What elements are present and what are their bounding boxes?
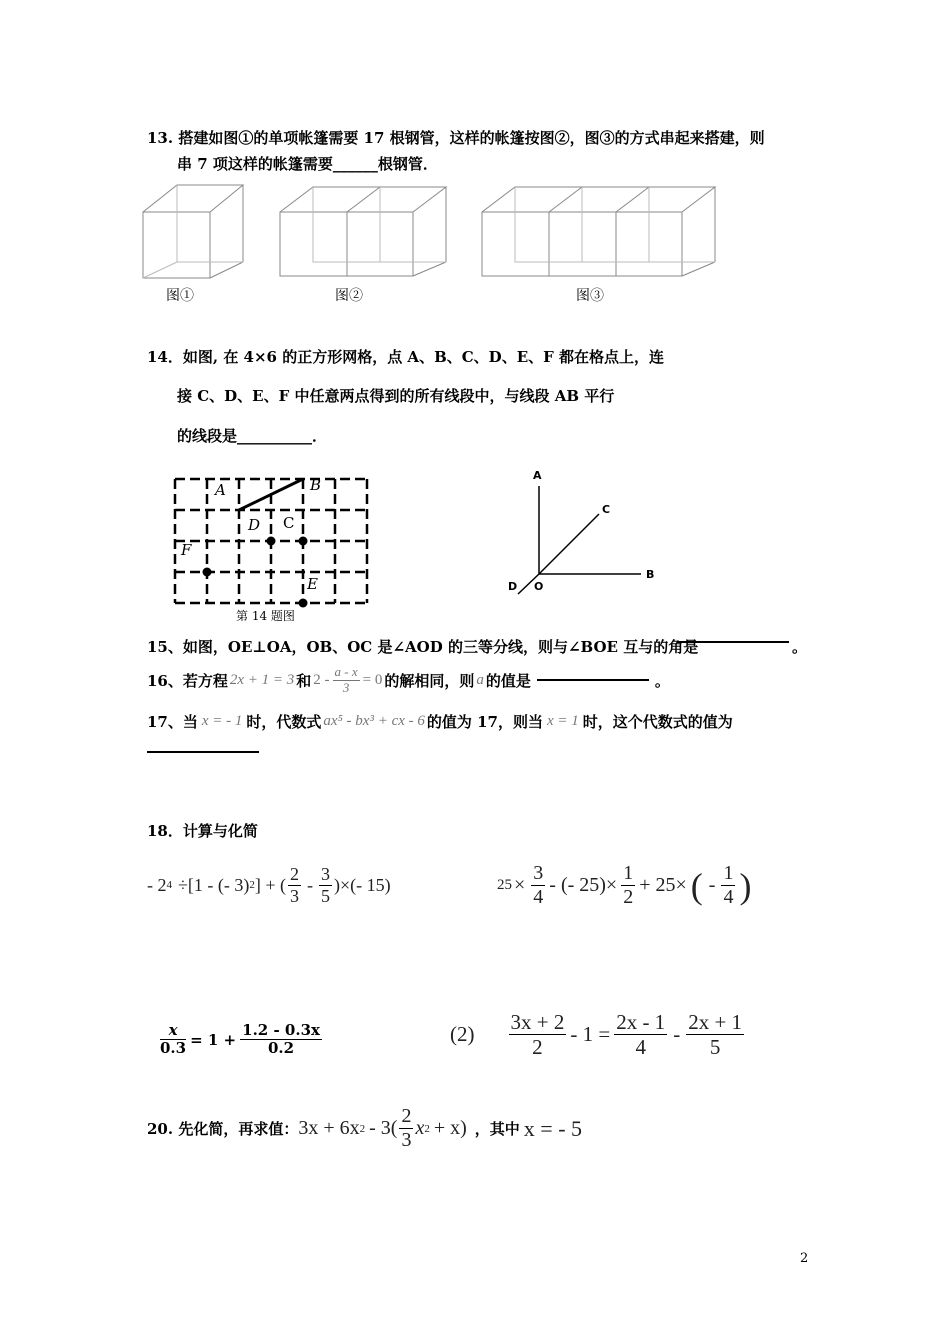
q16-eq2-left: 2 - bbox=[313, 671, 330, 688]
q18-expr1-frac2 bbox=[319, 864, 332, 906]
label-f: F bbox=[181, 541, 192, 559]
q16-suffix: 的值是 bbox=[485, 671, 531, 690]
q20-expr-c: x bbox=[415, 1117, 425, 1139]
q13-blank[interactable]: ______ bbox=[332, 155, 378, 173]
q18-expr1-exp2: 2 bbox=[249, 879, 255, 892]
q16-and: 和 bbox=[296, 671, 312, 690]
q16-eq2-num: a - x bbox=[334, 664, 358, 679]
q18-expr2-frac1 bbox=[531, 862, 545, 909]
q18-expr2-f3n: 1 bbox=[723, 862, 734, 884]
q19-eq2-minus: - bbox=[673, 1022, 681, 1047]
q18-expr2-f3d: 4 bbox=[723, 886, 734, 908]
q18-expr1-f1n: 2 bbox=[290, 864, 299, 884]
q19-eq1-rden: 0.2 bbox=[267, 1039, 295, 1058]
q18-expr1-f2d: 5 bbox=[321, 885, 330, 906]
q18-expr2-f1d: 4 bbox=[533, 886, 544, 908]
q18-expr2-neg: - bbox=[708, 874, 716, 896]
q15-end: 。 bbox=[792, 638, 808, 656]
q16-answer-line[interactable] bbox=[537, 679, 649, 681]
q16-eq2-fraction bbox=[333, 665, 360, 696]
q18-expr1-exp: 4 bbox=[166, 879, 172, 892]
q19-eq1 bbox=[160, 1022, 322, 1058]
q19-eq2-f3n: 2x + 1 bbox=[688, 1010, 743, 1034]
q20-prefix: 20. 先化简，再求值： bbox=[147, 1120, 299, 1138]
left-paren-icon: ( bbox=[690, 865, 703, 906]
q17-mid1: 时，代数式 bbox=[246, 713, 322, 731]
q19-eq2 bbox=[450, 1010, 744, 1059]
q20-mid: ，其中 bbox=[474, 1120, 520, 1138]
angle-label-c: C bbox=[602, 503, 611, 516]
q14-line2: 接 C、D、E、F 中任意两点得到的所有线段中，与线段 AB 平行 bbox=[177, 387, 615, 405]
q20-exp2: 2 bbox=[424, 1122, 430, 1135]
q19-eq1-lden: 0.3 bbox=[160, 1039, 187, 1058]
q18-expr1-c: ] + ( bbox=[254, 874, 286, 895]
q18-expr2-f1n: 3 bbox=[533, 862, 544, 884]
q20-expr-b: - 3( bbox=[369, 1117, 398, 1139]
q18-expr1-frac1 bbox=[288, 864, 301, 906]
q18-expr2-frac3 bbox=[721, 862, 735, 909]
q20-expr-a: 3x + 6x bbox=[298, 1117, 360, 1139]
page-number: 2 bbox=[800, 1251, 809, 1266]
q19-eq1-left-frac bbox=[160, 1022, 186, 1058]
label-b: B bbox=[310, 476, 322, 494]
q19-eq2-f2d: 4 bbox=[635, 1035, 646, 1060]
q14-angle-figure bbox=[0, 0, 950, 640]
q18-expr2-f2n: 1 bbox=[623, 862, 634, 884]
label-a: A bbox=[215, 481, 226, 499]
q15-text: 15、如图，OE⊥OA，OB、OC 是∠AOD 的三等分线，则与∠BOE 互与的角是 bbox=[147, 638, 699, 656]
q18-expr1-minus: - bbox=[307, 874, 313, 895]
q13-line2-b: 根钢管． bbox=[377, 155, 438, 173]
q19-eq2-frac3 bbox=[686, 1010, 744, 1059]
q18-expr2-frac2 bbox=[621, 862, 635, 909]
q20-frac bbox=[399, 1105, 413, 1152]
q16-var: a bbox=[476, 671, 484, 688]
q17-cond1: x = - 1 bbox=[201, 713, 243, 729]
q20-line bbox=[147, 1105, 582, 1152]
label-d: D bbox=[248, 516, 261, 534]
q14-line1: 14．如图, 在 4×6 的正方形网格，点 A、B、C、D、E、F 都在格点上，连 bbox=[147, 348, 664, 366]
q18-expr1-d: )×(- 15) bbox=[334, 874, 391, 895]
q17-answer-line[interactable] bbox=[147, 751, 259, 753]
fig-label-3: 图③ bbox=[576, 288, 604, 304]
q18-expr1-b: ÷[1 - (- 3) bbox=[178, 874, 250, 895]
q19-eq1-lnum: x bbox=[160, 1022, 186, 1040]
q19-eq1-right-frac bbox=[240, 1022, 322, 1058]
fig-label-2: 图② bbox=[335, 288, 363, 304]
q13-line1: 13. 搭建如图①的单项帐篷需要 17 根钢管，这样的帐篷按图②，图③的方式串起来搭建，则 bbox=[147, 129, 765, 147]
q16-prefix: 16、若方程 bbox=[147, 671, 228, 690]
angle-label-o: O bbox=[534, 580, 544, 593]
q20-fn: 2 bbox=[401, 1105, 412, 1127]
q16-end: 。 bbox=[654, 671, 670, 690]
q17-suffix: 时，这个代数式的值为 bbox=[582, 713, 733, 731]
q20-fd: 3 bbox=[401, 1129, 412, 1151]
q14-caption: 第 14 题图 bbox=[236, 609, 295, 623]
q19-eq2-f3d: 5 bbox=[709, 1035, 721, 1060]
q18-expr1-f2n: 3 bbox=[321, 864, 330, 884]
q19-label2: (2) bbox=[450, 1022, 475, 1047]
q17-cond2: x = 1 bbox=[547, 713, 579, 729]
q19-eq1-rnum: 1.2 - 0.3x bbox=[242, 1021, 320, 1039]
q20-expr-d: + x) bbox=[433, 1117, 467, 1139]
q18-expr2-c: + 25× bbox=[639, 874, 687, 896]
q16-eq1: 2x + 1 = 3 bbox=[229, 671, 295, 688]
q17-expr: ax⁵ - bx³ + cx - 6 bbox=[323, 713, 425, 729]
q20-exp: 2 bbox=[359, 1122, 366, 1135]
q16-line bbox=[147, 665, 670, 696]
q13-line2-a: 串 7 项这样的帐篷需要 bbox=[177, 155, 333, 173]
label-e: E bbox=[307, 575, 318, 593]
label-c: C bbox=[283, 514, 295, 532]
q16-eq2-right: = 0 bbox=[362, 671, 383, 688]
q19-eq2-f1d: 2 bbox=[532, 1035, 543, 1060]
q16-eq2-den: 3 bbox=[342, 679, 350, 695]
q18-expr1 bbox=[147, 864, 391, 906]
q19-eq2-frac2 bbox=[614, 1010, 667, 1059]
q19-eq1-mid: = 1 + bbox=[190, 1030, 237, 1049]
q19-eq2-frac1 bbox=[509, 1010, 567, 1059]
q18-expr1-f1d: 3 bbox=[290, 885, 299, 906]
q18-expr2 bbox=[497, 862, 751, 909]
q18-expr2-times: × bbox=[514, 874, 526, 896]
q18-expr2-b: - (- 25)× bbox=[549, 874, 618, 896]
q17-mid2: 的值为 17，则当 bbox=[426, 713, 543, 731]
q17-line bbox=[147, 711, 733, 732]
q20-cond: x = - 5 bbox=[523, 1115, 583, 1141]
q16-mid: 的解相同，则 bbox=[384, 671, 475, 690]
q19-eq2-f2n: 2x - 1 bbox=[616, 1010, 666, 1034]
angle-label-b: B bbox=[646, 568, 655, 581]
q14-line3: 的线段是__________． bbox=[177, 427, 328, 445]
angle-label-d: D bbox=[508, 580, 518, 593]
q18-expr2-a: 25 bbox=[497, 877, 512, 893]
q17-prefix: 17、当 bbox=[147, 713, 198, 731]
q19-eq2-f1n: 3x + 2 bbox=[510, 1010, 565, 1034]
q15-answer-line[interactable] bbox=[677, 641, 789, 643]
q19-eq2-mid: - 1 = bbox=[570, 1022, 611, 1047]
q20-expr bbox=[298, 1105, 466, 1152]
q18-expr1-a: - 2 bbox=[147, 874, 167, 895]
q18-expr2-f2d: 2 bbox=[623, 886, 634, 908]
right-paren-icon: ) bbox=[739, 865, 752, 906]
q18-title: 18．计算与化简 bbox=[147, 822, 258, 840]
fig-label-1: 图① bbox=[166, 288, 194, 304]
angle-label-a: A bbox=[533, 469, 542, 482]
